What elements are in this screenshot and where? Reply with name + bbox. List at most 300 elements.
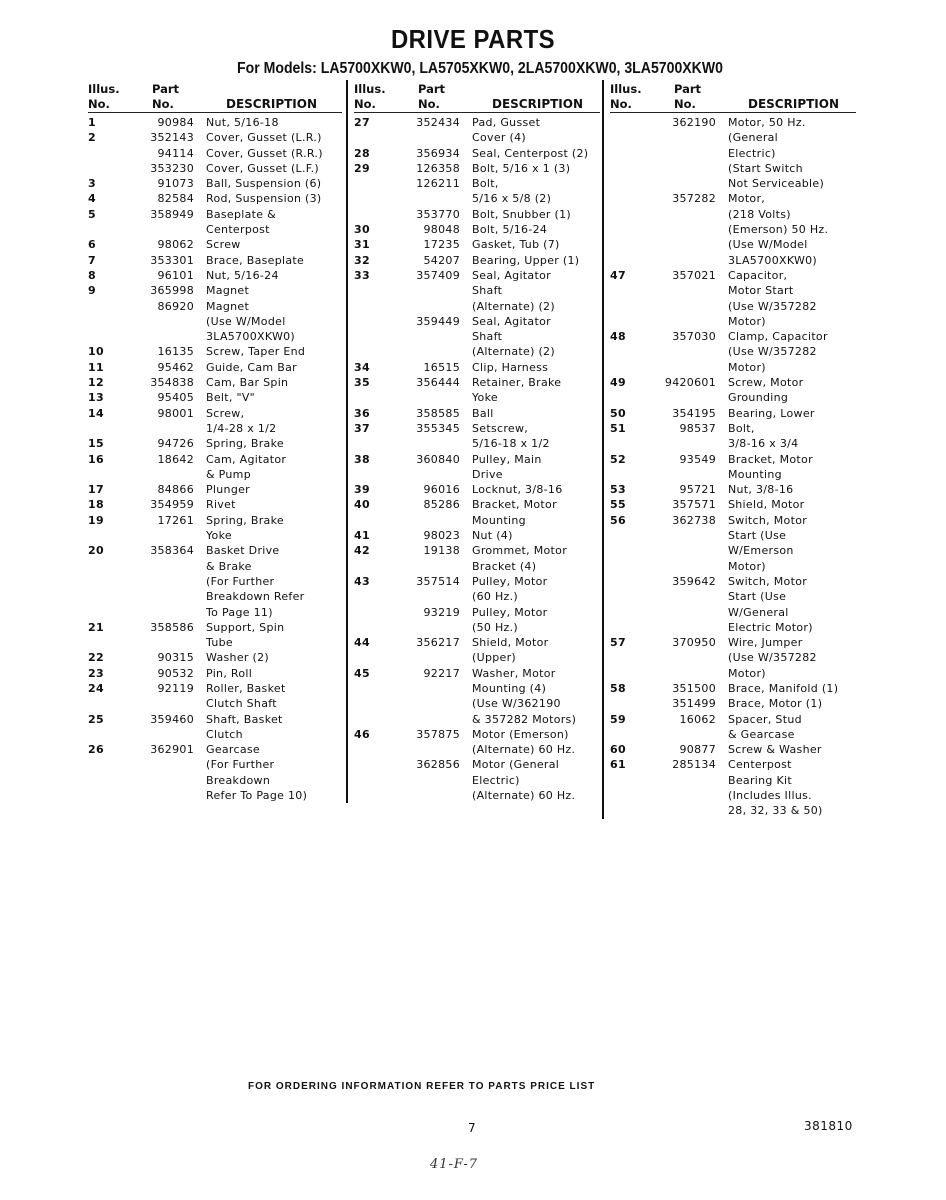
- description-line: Ball: [472, 406, 494, 420]
- part-number: 355345: [416, 421, 460, 435]
- description-line: Motor, 50 Hz.: [728, 116, 806, 129]
- part-number: 90532: [157, 666, 194, 680]
- part-number: 86920: [157, 299, 194, 313]
- part-row: [88, 344, 342, 359]
- header-part: Part: [418, 82, 446, 96]
- description-line: & Pump: [206, 467, 251, 481]
- description-line: Bracket (4): [472, 559, 537, 573]
- part-row: [88, 650, 342, 665]
- part-description: [206, 650, 342, 665]
- part-number: 354959: [150, 498, 194, 512]
- description-line: Nut, 5/16-18: [206, 116, 279, 129]
- illus-number: 35: [354, 376, 370, 390]
- description-line: Guide, Cam Bar: [206, 360, 297, 374]
- part-row: [610, 406, 856, 421]
- part-number: 96016: [423, 483, 460, 497]
- description-line: Seal, Agitator: [472, 268, 551, 282]
- description-line: Cover, Gusset (L.R.): [206, 131, 322, 145]
- document-number: 381810: [804, 1119, 853, 1133]
- part-row: [88, 146, 342, 161]
- part-description: [206, 115, 342, 130]
- part-row: [88, 130, 342, 145]
- illus-number: 57: [610, 636, 626, 650]
- illus-number: 15: [88, 437, 104, 451]
- part-number: 351500: [672, 681, 716, 695]
- illus-number: 53: [610, 483, 626, 497]
- part-description: [472, 635, 600, 666]
- part-row: [88, 360, 342, 375]
- part-row: [88, 191, 342, 206]
- part-row: [354, 237, 600, 252]
- illus-number: [354, 207, 396, 222]
- description-line: Bearing Kit: [728, 773, 792, 787]
- part-number: 54207: [423, 253, 460, 267]
- illus-number: 43: [354, 574, 370, 588]
- illus-number: [354, 605, 396, 636]
- description-line: Bolt, 5/16 x 1 (3): [472, 161, 571, 175]
- illus-number: [610, 191, 652, 267]
- part-row: [88, 115, 342, 130]
- description-line: Yoke: [472, 391, 498, 405]
- description-line: (Use W/Model: [206, 314, 286, 328]
- handwritten-mark: 41-F-7: [430, 1157, 479, 1172]
- illus-number: 4: [88, 192, 96, 206]
- part-number: 96101: [157, 268, 194, 282]
- description-line: Electric Motor): [728, 620, 813, 634]
- part-number: 354838: [150, 376, 194, 390]
- part-row: [354, 406, 600, 421]
- description-line: Bolt, Snubber (1): [472, 207, 571, 221]
- description-line: 5/16-18 x 1/2: [472, 437, 550, 451]
- part-description: [728, 497, 856, 512]
- illus-number: 19: [88, 513, 104, 527]
- description-line: Shaft, Basket: [206, 712, 283, 726]
- part-number: 17261: [157, 513, 194, 527]
- description-line: Shield, Motor: [728, 498, 805, 512]
- part-number: 359460: [150, 712, 194, 726]
- illus-number: 23: [88, 666, 104, 680]
- header-illus-no: No.: [610, 97, 632, 111]
- description-line: Spacer, Stud: [728, 712, 802, 726]
- description-line: Electric): [472, 773, 520, 787]
- part-row: [354, 482, 600, 497]
- part-description: [728, 757, 856, 818]
- description-line: (Alternate) 60 Hz.: [472, 789, 576, 803]
- part-row: [610, 757, 856, 818]
- part-description: [472, 222, 600, 237]
- part-description: [206, 681, 342, 712]
- description-line: Clutch Shaft: [206, 697, 277, 711]
- part-description: [728, 421, 856, 452]
- part-row: [88, 513, 342, 544]
- illus-number: 3: [88, 177, 96, 191]
- description-line: Belt, "V": [206, 391, 256, 405]
- illus-number: 59: [610, 712, 626, 726]
- part-description: [206, 543, 342, 619]
- illus-number: 50: [610, 406, 626, 420]
- description-line: (50 Hz.): [472, 620, 519, 634]
- illus-number: 13: [88, 391, 104, 405]
- description-line: Retainer, Brake: [472, 376, 562, 390]
- part-description: [728, 513, 856, 574]
- description-line: Magnet: [206, 284, 250, 298]
- description-line: Support, Spin: [206, 620, 285, 634]
- illus-number: 52: [610, 452, 626, 466]
- part-number: 85286: [423, 498, 460, 512]
- part-description: [728, 635, 856, 681]
- part-description: [472, 528, 600, 543]
- part-row: [88, 253, 342, 268]
- description-line: (For Further: [206, 574, 275, 588]
- description-line: (Use W/Model: [728, 238, 808, 252]
- part-row: [354, 421, 600, 452]
- description-line: Motor): [728, 314, 766, 328]
- part-number: 365998: [150, 284, 194, 298]
- part-row: [354, 574, 600, 605]
- description-line: Bolt, 5/16-24: [472, 223, 548, 237]
- description-line: Screw, Motor: [728, 376, 804, 390]
- part-number: 94726: [157, 437, 194, 451]
- part-row: [610, 497, 856, 512]
- part-number: 356444: [416, 376, 460, 390]
- part-description: [206, 497, 342, 512]
- parts-column-3: [602, 80, 856, 819]
- description-line: Setscrew,: [472, 421, 529, 435]
- part-number: 353301: [150, 253, 194, 267]
- description-line: Mounting: [728, 467, 782, 481]
- part-row: [354, 207, 600, 222]
- description-line: Bolt,: [472, 177, 499, 191]
- description-line: (Emerson) 50 Hz.: [728, 223, 829, 237]
- part-number: 91073: [157, 177, 194, 191]
- part-description: [206, 666, 342, 681]
- description-line: Bolt,: [728, 421, 755, 435]
- part-description: [728, 115, 856, 191]
- part-description: [472, 482, 600, 497]
- part-number: 16062: [679, 712, 716, 726]
- description-line: Cover (4): [472, 131, 526, 145]
- description-line: Locknut, 3/8-16: [472, 483, 563, 497]
- description-line: Cover, Gusset (R.R.): [206, 146, 323, 160]
- part-description: [472, 543, 600, 574]
- description-line: Brace, Motor (1): [728, 697, 823, 711]
- illus-number: 51: [610, 421, 626, 435]
- illus-number: 39: [354, 483, 370, 497]
- part-description: [206, 406, 342, 437]
- part-row: [354, 757, 600, 803]
- parts-list: [354, 113, 600, 803]
- part-number: 362856: [416, 758, 460, 772]
- illus-number: 25: [88, 712, 104, 726]
- illus-number: 6: [88, 238, 96, 252]
- description-line: Wire, Jumper: [728, 636, 803, 650]
- description-line: Plunger: [206, 483, 251, 497]
- part-description: [472, 237, 600, 252]
- part-number: 93549: [679, 452, 716, 466]
- part-number: 353770: [416, 207, 460, 221]
- models-subtitle: For Models: LA5700XKW0, LA5705XKW0, 2LA5700XKW0, 3LA5700XKW0: [237, 60, 723, 77]
- page-title: DRIVE PARTS: [390, 24, 556, 54]
- part-row: [88, 283, 342, 298]
- part-description: [728, 696, 856, 711]
- illus-number: 45: [354, 666, 370, 680]
- description-line: Brace, Manifold (1): [728, 681, 839, 695]
- illus-number: 29: [354, 161, 370, 175]
- part-description: [728, 268, 856, 329]
- header-part: Part: [674, 82, 702, 96]
- description-line: Motor): [728, 666, 766, 680]
- part-number: 93219: [423, 605, 460, 619]
- description-line: Shaft: [472, 330, 503, 344]
- description-line: Bearing, Upper (1): [472, 253, 580, 267]
- part-row: [88, 742, 342, 803]
- part-row: [610, 329, 856, 375]
- description-line: (Start Switch: [728, 161, 803, 175]
- part-number: 90315: [157, 651, 194, 665]
- description-line: Drive: [472, 467, 503, 481]
- part-row: [354, 161, 600, 176]
- description-line: Switch, Motor: [728, 513, 808, 527]
- part-row: [610, 742, 856, 757]
- part-row: [610, 635, 856, 681]
- description-line: Screw: [206, 238, 241, 252]
- part-number: 98537: [679, 421, 716, 435]
- description-line: W/Emerson: [728, 544, 794, 558]
- part-number: 16135: [157, 345, 194, 359]
- part-row: [610, 268, 856, 329]
- part-row: [88, 452, 342, 483]
- illus-number: 2: [88, 131, 96, 145]
- part-number: 357875: [416, 727, 460, 741]
- part-number: 285134: [672, 758, 716, 772]
- illus-number: 56: [610, 513, 626, 527]
- part-number: 360840: [416, 452, 460, 466]
- part-number: 357021: [672, 268, 716, 282]
- description-line: Rivet: [206, 498, 236, 512]
- part-description: [472, 574, 600, 605]
- part-description: [472, 360, 600, 375]
- part-row: [354, 605, 600, 636]
- part-number: 95405: [157, 391, 194, 405]
- illus-number: 55: [610, 498, 626, 512]
- part-row: [610, 115, 856, 191]
- part-row: [88, 406, 342, 437]
- illus-number: 46: [354, 727, 370, 741]
- part-description: [206, 191, 342, 206]
- part-number: 357030: [672, 330, 716, 344]
- description-line: Mounting: [472, 513, 526, 527]
- description-line: Bracket, Motor: [728, 452, 813, 466]
- description-line: Refer To Page 10): [206, 789, 308, 803]
- part-row: [610, 421, 856, 452]
- description-line: Cam, Agitator: [206, 452, 287, 466]
- part-description: [206, 436, 342, 451]
- part-row: [354, 375, 600, 406]
- description-line: Magnet: [206, 299, 250, 313]
- part-row: [88, 666, 342, 681]
- illus-number: 41: [354, 529, 370, 543]
- illus-number: 44: [354, 636, 370, 650]
- description-line: To Page 11): [206, 605, 273, 619]
- part-row: [354, 452, 600, 483]
- header-part: Part: [152, 82, 180, 96]
- description-line: & Brake: [206, 559, 252, 573]
- part-row: [610, 681, 856, 696]
- part-row: [88, 237, 342, 252]
- illus-number: [610, 696, 652, 711]
- description-line: (Upper): [472, 651, 516, 665]
- part-row: [88, 497, 342, 512]
- part-row: [88, 712, 342, 743]
- description-line: Pulley, Main: [472, 452, 542, 466]
- part-number: 358586: [150, 620, 194, 634]
- illus-number: [88, 299, 130, 345]
- part-number: 357282: [672, 192, 716, 206]
- part-row: [610, 452, 856, 483]
- description-line: Nut (4): [472, 529, 513, 543]
- illus-number: 34: [354, 360, 370, 374]
- description-line: Motor Start: [728, 284, 794, 298]
- part-number: 126211: [416, 177, 460, 191]
- part-number: 358364: [150, 544, 194, 558]
- description-line: W/General: [728, 605, 789, 619]
- description-line: (Includes Illus.: [728, 789, 812, 803]
- part-description: [728, 452, 856, 483]
- description-line: (60 Hz.): [472, 590, 519, 604]
- description-line: Yoke: [206, 529, 232, 543]
- parts-column-1: [88, 80, 342, 803]
- header-description: DESCRIPTION: [226, 97, 318, 111]
- description-line: Bracket, Motor: [472, 498, 557, 512]
- part-description: [472, 253, 600, 268]
- illus-number: 5: [88, 207, 96, 221]
- part-number: 352143: [150, 131, 194, 145]
- description-line: Seal, Agitator: [472, 314, 551, 328]
- description-line: Shield, Motor: [472, 636, 549, 650]
- header-part-no: No.: [152, 97, 174, 111]
- part-row: [610, 191, 856, 267]
- part-number: 16515: [423, 360, 460, 374]
- header-description: DESCRIPTION: [492, 97, 584, 111]
- part-row: [610, 375, 856, 406]
- part-description: [206, 712, 342, 743]
- illus-number: 8: [88, 268, 96, 282]
- illus-number: [354, 176, 396, 207]
- part-description: [206, 513, 342, 544]
- description-line: Gasket, Tub (7): [472, 238, 560, 252]
- illus-number: 32: [354, 253, 370, 267]
- illus-number: 7: [88, 253, 96, 267]
- ordering-note: FOR ORDERING INFORMATION REFER TO PARTS PRICE LIST: [248, 1081, 596, 1092]
- header-part-no: No.: [418, 97, 440, 111]
- part-description: [472, 115, 600, 146]
- part-row: [354, 222, 600, 237]
- description-line: Washer, Motor: [472, 666, 556, 680]
- part-description: [728, 742, 856, 757]
- header-part-no: No.: [674, 97, 696, 111]
- part-description: [472, 452, 600, 483]
- part-description: [472, 268, 600, 314]
- part-row: [354, 115, 600, 146]
- illus-number: 1: [88, 116, 96, 129]
- description-line: Screw & Washer: [728, 743, 822, 757]
- illus-number: 49: [610, 376, 626, 390]
- part-description: [472, 727, 600, 758]
- illus-number: 20: [88, 544, 104, 558]
- part-row: [88, 482, 342, 497]
- illus-number: 61: [610, 758, 626, 772]
- part-number: 92217: [423, 666, 460, 680]
- part-number: 370950: [672, 636, 716, 650]
- part-row: [88, 268, 342, 283]
- description-line: (General: [728, 131, 779, 145]
- description-line: Motor (General: [472, 758, 560, 772]
- part-number: 82584: [157, 192, 194, 206]
- part-description: [206, 176, 342, 191]
- illus-number: 10: [88, 345, 104, 359]
- header-illus-no: No.: [354, 97, 376, 111]
- part-number: 359642: [672, 574, 716, 588]
- column-header: [354, 80, 600, 113]
- part-number: 359449: [416, 314, 460, 328]
- illus-number: 18: [88, 498, 104, 512]
- description-line: Seal, Centerpost (2): [472, 146, 589, 160]
- description-line: (Alternate) 60 Hz.: [472, 743, 576, 757]
- description-line: Baseplate &: [206, 207, 277, 221]
- description-line: (Alternate) (2): [472, 345, 555, 359]
- part-number: 19138: [423, 544, 460, 558]
- illus-number: 16: [88, 452, 104, 466]
- illus-number: 24: [88, 681, 104, 695]
- part-number: 95721: [679, 483, 716, 497]
- illus-number: 38: [354, 452, 370, 466]
- description-line: 28, 32, 33 & 50): [728, 804, 823, 818]
- description-line: & 357282 Motors): [472, 712, 577, 726]
- part-row: [354, 497, 600, 528]
- illus-number: 26: [88, 743, 104, 757]
- part-description: [728, 681, 856, 696]
- part-number: 352434: [416, 116, 460, 129]
- description-line: Clip, Harness: [472, 360, 549, 374]
- description-line: & Gearcase: [728, 727, 795, 741]
- part-description: [472, 146, 600, 161]
- illus-number: [610, 574, 652, 635]
- illus-number: 27: [354, 116, 370, 129]
- header-illus-no: No.: [88, 97, 110, 111]
- part-number: 17235: [423, 238, 460, 252]
- part-number: 94114: [157, 146, 194, 160]
- part-row: [88, 436, 342, 451]
- illus-number: 11: [88, 360, 104, 374]
- part-description: [472, 605, 600, 636]
- description-line: Pulley, Motor: [472, 605, 548, 619]
- description-line: Clamp, Capacitor: [728, 330, 828, 344]
- illus-number: 42: [354, 544, 370, 558]
- illus-number: 30: [354, 223, 370, 237]
- part-row: [354, 543, 600, 574]
- part-description: [472, 666, 600, 727]
- part-number: 353230: [150, 161, 194, 175]
- description-line: Start (Use: [728, 590, 787, 604]
- description-line: Pulley, Motor: [472, 574, 548, 588]
- part-row: [88, 375, 342, 390]
- part-row: [610, 482, 856, 497]
- part-description: [728, 406, 856, 421]
- part-number: 126358: [416, 161, 460, 175]
- parts-list: [88, 113, 342, 803]
- description-line: Switch, Motor: [728, 574, 808, 588]
- part-row: [88, 176, 342, 191]
